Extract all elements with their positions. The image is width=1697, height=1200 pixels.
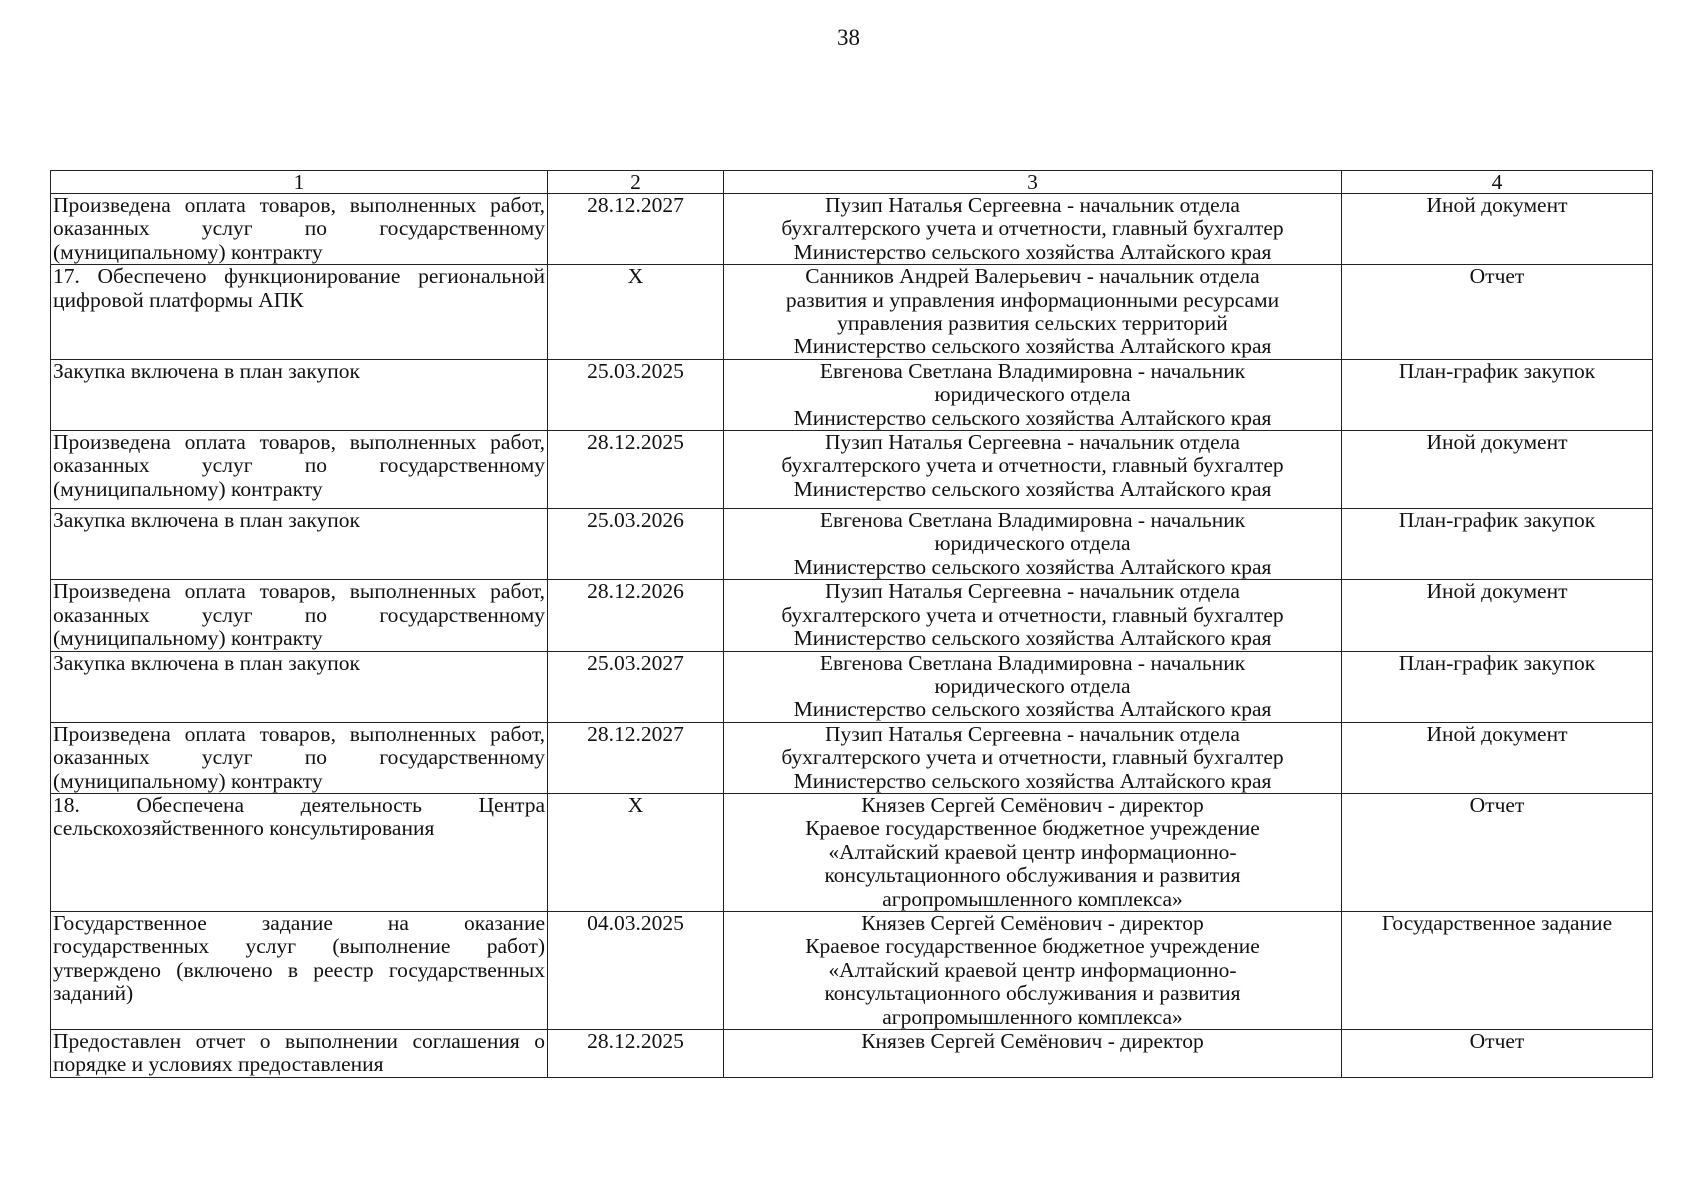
responsible-cell: Санников Андрей Валерьевич - начальник отдела развития и управления информационными ресурсами управления развития сельских территорий Министерство сельского хозяйства Алтайского края — [724, 265, 1342, 360]
date-cell: Х — [548, 793, 724, 911]
column-number-1: 1 — [51, 171, 548, 194]
document-type-cell: Отчет — [1342, 793, 1653, 911]
task-cell: Закупка включена в план закупок — [51, 509, 548, 580]
responsible-cell: Евгенова Светлана Владимировна - начальник юридического отдела Министерство сельского хозяйства Алтайского края — [724, 509, 1342, 580]
date-cell: 28.12.2025 — [548, 1030, 724, 1078]
document-type-cell: План-график закупок — [1342, 651, 1653, 722]
document-type-cell: Иной документ — [1342, 431, 1653, 509]
table-row — [51, 911, 1653, 1029]
date-cell: Х — [548, 265, 724, 360]
activities-table — [50, 170, 1653, 1078]
table-row — [51, 1030, 1653, 1078]
table-row — [51, 431, 1653, 509]
task-cell: Закупка включена в план закупок — [51, 359, 548, 430]
page-number: 38 — [837, 25, 860, 50]
responsible-cell: Пузип Наталья Сергеевна - начальник отдела бухгалтерского учета и отчетности, главный бухгалтер Министерство сельского хозяйства Алтайского края — [724, 194, 1342, 265]
document-type-cell: Отчет — [1342, 1030, 1653, 1078]
table-row — [51, 359, 1653, 430]
responsible-cell: Евгенова Светлана Владимировна - начальник юридического отдела Министерство сельского хозяйства Алтайского края — [724, 651, 1342, 722]
responsible-cell: Пузип Наталья Сергеевна - начальник отдела бухгалтерского учета и отчетности, главный бухгалтер Министерство сельского хозяйства Алтайского края — [724, 722, 1342, 793]
task-cell: Предоставлен отчет о выполнении соглашения о порядке и условиях предоставления — [51, 1030, 548, 1078]
responsible-cell: Пузип Наталья Сергеевна - начальник отдела бухгалтерского учета и отчетности, главный бухгалтер Министерство сельского хозяйства Алтайского края — [724, 580, 1342, 651]
date-cell: 28.12.2026 — [548, 580, 724, 651]
document-type-cell: Отчет — [1342, 265, 1653, 360]
date-cell: 25.03.2026 — [548, 509, 724, 580]
column-number-2: 2 — [548, 171, 724, 194]
responsible-cell: Евгенова Светлана Владимировна - начальник юридического отдела Министерство сельского хозяйства Алтайского края — [724, 359, 1342, 430]
column-number-4: 4 — [1342, 171, 1653, 194]
table-row — [51, 509, 1653, 580]
table-header-row — [51, 171, 1653, 194]
task-cell: 18. Обеспечена деятельность Центра сельскохозяйственного консультирования — [51, 793, 548, 911]
task-cell: Закупка включена в план закупок — [51, 651, 548, 722]
task-cell: 17. Обеспечено функционирование региональной цифровой платформы АПК — [51, 265, 548, 360]
column-number-3: 3 — [724, 171, 1342, 194]
responsible-cell: Пузип Наталья Сергеевна - начальник отдела бухгалтерского учета и отчетности, главный бухгалтер Министерство сельского хозяйства Алтайского края — [724, 431, 1342, 509]
task-cell: Произведена оплата товаров, выполненных работ, оказанных услуг по государственному (муниципальному) контракту — [51, 580, 548, 651]
document-type-cell: Иной документ — [1342, 722, 1653, 793]
document-type-cell: Иной документ — [1342, 580, 1653, 651]
document-type-cell: План-график закупок — [1342, 359, 1653, 430]
table-row — [51, 265, 1653, 360]
document-type-cell: Иной документ — [1342, 194, 1653, 265]
date-cell: 25.03.2025 — [548, 359, 724, 430]
table-row — [51, 580, 1653, 651]
task-cell: Произведена оплата товаров, выполненных работ, оказанных услуг по государственному (муниципальному) контракту — [51, 722, 548, 793]
task-cell: Произведена оплата товаров, выполненных работ, оказанных услуг по государственному (муниципальному) контракту — [51, 431, 548, 509]
date-cell: 04.03.2025 — [548, 911, 724, 1029]
table-row — [51, 194, 1653, 265]
responsible-cell: Князев Сергей Семёнович - директор Краевое государственное бюджетное учреждение «Алтайский краевой центр информационно- консультационного обслуживания и развития агропромышленного комплекса» — [724, 793, 1342, 911]
table-row — [51, 651, 1653, 722]
table-row — [51, 793, 1653, 911]
date-cell: 28.12.2025 — [548, 431, 724, 509]
task-cell: Произведена оплата товаров, выполненных работ, оказанных услуг по государственному (муниципальному) контракту — [51, 194, 548, 265]
document-type-cell: План-график закупок — [1342, 509, 1653, 580]
responsible-cell: Князев Сергей Семёнович - директор — [724, 1030, 1342, 1078]
table-row — [51, 722, 1653, 793]
document-type-cell: Государственное задание — [1342, 911, 1653, 1029]
date-cell: 28.12.2027 — [548, 722, 724, 793]
task-cell: Государственное задание на оказание государственных услуг (выполнение работ) утверждено (включено в реестр государственных заданий) — [51, 911, 548, 1029]
date-cell: 25.03.2027 — [548, 651, 724, 722]
date-cell: 28.12.2027 — [548, 194, 724, 265]
responsible-cell: Князев Сергей Семёнович - директор Краевое государственное бюджетное учреждение «Алтайский краевой центр информационно- консультационного обслуживания и развития агропромышленного комплекса» — [724, 911, 1342, 1029]
